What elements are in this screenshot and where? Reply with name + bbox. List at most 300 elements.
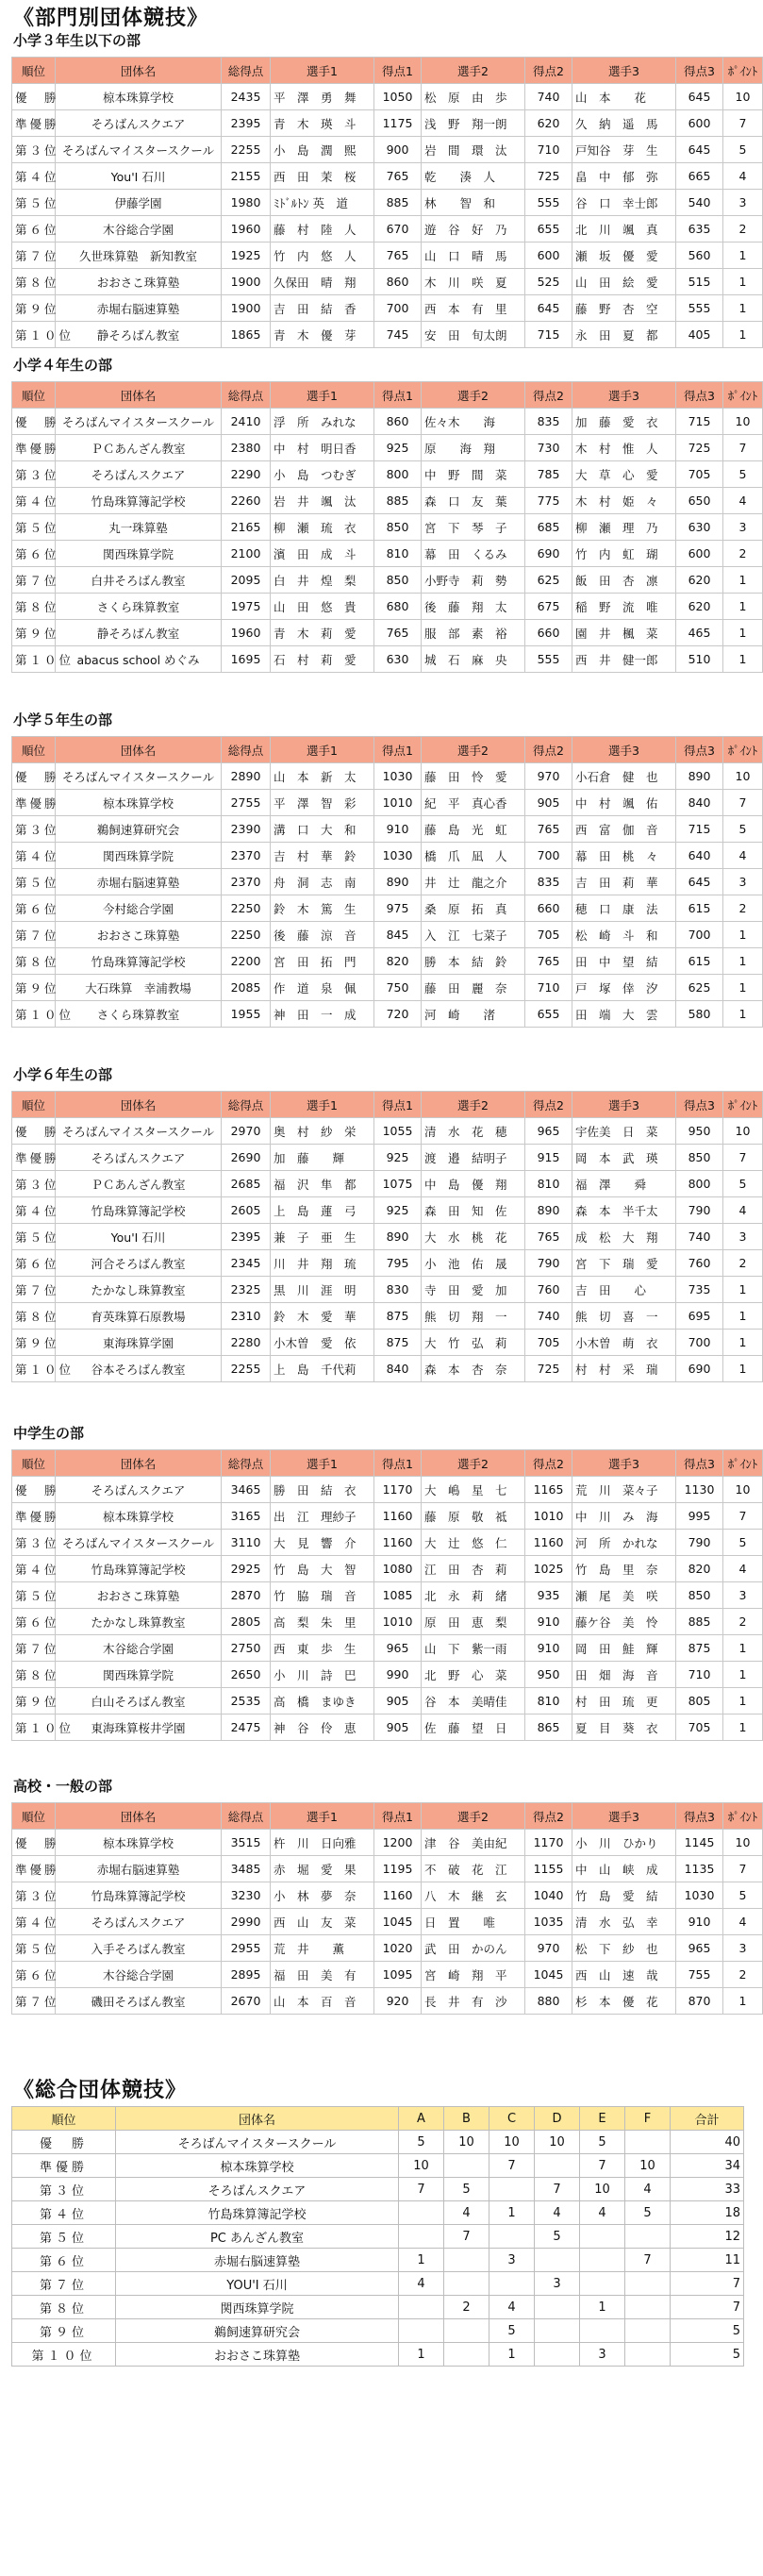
column-header: 選手1 [271,382,374,409]
column-header: 選手3 [572,1092,676,1118]
table-cell: 810 [525,1688,572,1715]
table-cell: 880 [525,1988,572,2015]
total-cell: 1 [580,2296,625,2319]
column-header: 団体名 [56,1450,222,1477]
total-cell: 第６位 [12,2249,116,2272]
table-cell: 岡 田 鮭 輝 [572,1635,676,1662]
table-cell: 710 [676,1662,723,1688]
column-header: 総得点 [222,1450,271,1477]
table-cell: 5 [723,461,763,488]
table-cell: 840 [676,790,723,816]
table-cell: 2095 [222,567,271,594]
column-header: 得点1 [374,1803,422,1830]
table-cell: 690 [525,541,572,567]
table-row [12,1530,763,1556]
table-cell: 760 [525,1277,572,1303]
column-header: 得点1 [374,382,422,409]
table-cell: 穂 口 康 法 [572,895,676,922]
table-cell: 615 [676,948,723,975]
table-cell: 1900 [222,295,271,322]
table-cell: 第１０位 [12,1715,56,1741]
total-column-header: C [489,2107,535,2131]
table-cell: 第７位 [12,1988,56,2015]
table-cell: 第４位 [12,163,56,190]
table-cell: 660 [525,620,572,646]
section-title: 小学３年生以下の部 [13,32,141,49]
table-cell: 竹 脇 瑞 音 [271,1582,374,1609]
total-column-header: 団体名 [116,2107,399,2131]
table-cell: 第９位 [12,295,56,322]
table-row [12,1635,763,1662]
table-cell: 吉 田 心 [572,1277,676,1303]
total-cell [399,2319,444,2343]
table-cell: 755 [676,1962,723,1988]
table-cell: 3485 [222,1856,271,1882]
table-cell: 夏 目 葵 衣 [572,1715,676,1741]
table-cell: 入手そろばん教室 [56,1935,222,1962]
table-cell: 第３位 [12,1171,56,1197]
column-header: 総得点 [222,58,271,84]
column-header: 得点1 [374,737,422,763]
table-row [12,948,763,975]
table-cell: 第５位 [12,1224,56,1250]
table-cell: 3 [723,1582,763,1609]
table-cell: 800 [676,1171,723,1197]
table-cell: 大 嶋 星 七 [422,1477,525,1503]
table-cell: 555 [525,646,572,673]
table-cell: 日 置 唯 [422,1909,525,1935]
table-row [12,1171,763,1197]
total-cell: おおさこ珠算塾 [116,2343,399,2367]
table-cell: 服 部 素 裕 [422,620,525,646]
table-cell: 第３位 [12,816,56,843]
table-cell: 森 本 杏 奈 [422,1356,525,1382]
column-header: 得点2 [525,737,572,763]
total-cell: そろばんスクエア [116,2178,399,2201]
table-cell: 965 [525,1118,572,1145]
table-cell: 戸 塚 倖 汐 [572,975,676,1001]
table-row [12,869,763,895]
table-cell: 第３位 [12,1530,56,1556]
total-cell: 5 [489,2319,535,2343]
table-cell: 7 [723,435,763,461]
section-title: 高校・一般の部 [13,1778,113,1795]
table-cell: 670 [374,216,422,243]
table-cell: 890 [676,763,723,790]
table-row [12,594,763,620]
table-cell: 青 木 優 芽 [271,322,374,348]
table-cell: 中 山 峡 成 [572,1856,676,1882]
table-cell: 神 谷 伶 恵 [271,1715,374,1741]
table-cell: 椋本珠算学校 [56,1503,222,1530]
table-cell: 第８位 [12,1662,56,1688]
total-cell: 7 [625,2249,671,2272]
table-row [12,567,763,594]
table-cell: 1 [723,1001,763,1028]
section-title: 小学５年生の部 [13,711,113,728]
table-cell: 10 [723,1118,763,1145]
column-header: 順位 [12,382,56,409]
table-cell: 大 水 桃 花 [422,1224,525,1250]
table-cell: 790 [676,1197,723,1224]
table-cell: 竹島珠算簿記学校 [56,488,222,514]
table-cell: 木谷総合学園 [56,1962,222,1988]
table-cell: 藤ケ谷 美 怜 [572,1609,676,1635]
table-cell: 杵 川 日向雅 [271,1830,374,1856]
table-cell: 4 [723,843,763,869]
table-cell: 関西珠算学院 [56,1662,222,1688]
table-cell: 1160 [374,1530,422,1556]
table-cell: 740 [525,1303,572,1330]
table-cell: 405 [676,322,723,348]
table-cell: 635 [676,216,723,243]
column-header: 団体名 [56,1803,222,1830]
section-table [11,381,763,673]
table-cell: 準優勝 [12,110,56,137]
table-cell: そろばんマイスタースクール [56,1118,222,1145]
table-cell: 710 [525,137,572,163]
table-cell: 3 [723,1935,763,1962]
table-cell: 田 中 望 結 [572,948,676,975]
table-cell: 810 [525,1171,572,1197]
table-cell: 2085 [222,975,271,1001]
table-cell: 700 [374,295,422,322]
table-cell: 荒 井 薫 [271,1935,374,1962]
table-cell: 木 村 姫 々 [572,488,676,514]
total-cell [489,2178,535,2201]
table-cell: 10 [723,763,763,790]
total-cell: 11 [671,2249,744,2272]
table-cell: 735 [676,1277,723,1303]
table-cell: 杉 本 優 花 [572,1988,676,2015]
table-cell: 第１０位 [12,646,56,673]
table-cell: 1160 [374,1882,422,1909]
table-cell: 清 水 花 穂 [422,1118,525,1145]
table-cell: 725 [525,1356,572,1382]
total-header-row [12,2107,744,2131]
table-cell: 2750 [222,1635,271,1662]
table-cell: 藤 島 光 虹 [422,816,525,843]
table-row [12,1882,763,1909]
total-cell: 4 [535,2201,580,2225]
table-cell: 740 [676,1224,723,1250]
total-cell [399,2296,444,2319]
section-table [11,1449,763,1741]
column-header: 選手1 [271,737,374,763]
table-cell: 浅 野 翔一朗 [422,110,525,137]
table-cell: 2370 [222,843,271,869]
table-cell: 田 端 大 雲 [572,1001,676,1028]
table-cell: 優 勝 [12,409,56,435]
table-cell: 第６位 [12,541,56,567]
total-cell [444,2343,489,2367]
table-cell: そろばんスクエア [56,461,222,488]
table-cell: 第１０位 [12,322,56,348]
table-cell: 850 [374,567,422,594]
table-cell: 580 [676,1001,723,1028]
table-cell: 3 [723,869,763,895]
header-row [12,382,763,409]
table-cell: 715 [676,816,723,843]
table-cell: 白 井 煌 梨 [271,567,374,594]
table-cell: 城 石 麻 央 [422,646,525,673]
table-cell: 西 山 友 菜 [271,1909,374,1935]
table-cell: 5 [723,137,763,163]
table-cell: 1135 [676,1856,723,1882]
table-cell: 第３位 [12,1882,56,1909]
table-cell: 7 [723,1503,763,1530]
table-row [12,1935,763,1962]
table-cell: 540 [676,190,723,216]
table-cell: 975 [374,895,422,922]
table-row [12,1503,763,1530]
table-cell: 705 [676,1715,723,1741]
table-cell: 510 [676,646,723,673]
table-cell: 兼 子 亜 生 [271,1224,374,1250]
table-cell: 赤堀右脳速算塾 [56,295,222,322]
table-cell: 830 [374,1277,422,1303]
table-cell: 700 [676,1330,723,1356]
table-row [12,243,763,269]
table-cell: 西 井 健一郎 [572,646,676,673]
table-cell: 第８位 [12,1303,56,1330]
table-cell: 中 島 優 翔 [422,1171,525,1197]
table-cell: 1 [723,922,763,948]
column-header: 選手3 [572,382,676,409]
table-cell: 第７位 [12,567,56,594]
total-cell: 5 [580,2131,625,2154]
table-cell: 2 [723,1609,763,1635]
table-cell: 第３位 [12,461,56,488]
table-cell: 700 [676,922,723,948]
table-cell: 7 [723,1145,763,1171]
table-cell: 乾 湊 人 [422,163,525,190]
table-cell: 1 [723,975,763,1001]
table-cell: 645 [676,84,723,110]
table-cell: 東海珠算学園 [56,1330,222,1356]
table-cell: 原 田 恵 梨 [422,1609,525,1635]
table-cell: 555 [676,295,723,322]
table-cell: 福 沢 隼 都 [271,1171,374,1197]
table-cell: さくら珠算教室 [56,594,222,620]
table-cell: 小 島 つむぎ [271,461,374,488]
table-cell: 第７位 [12,243,56,269]
table-cell: 600 [525,243,572,269]
table-row [12,84,763,110]
total-column-header: B [444,2107,489,2131]
table-cell: 1925 [222,243,271,269]
table-row [12,763,763,790]
table-cell: 久保田 晴 翔 [271,269,374,295]
table-cell: 神 田 一 成 [271,1001,374,1028]
table-cell: 910 [525,1609,572,1635]
table-cell: 900 [374,137,422,163]
table-cell: 1 [723,1688,763,1715]
table-cell: 715 [676,409,723,435]
column-header: 団体名 [56,382,222,409]
table-cell: 925 [374,1145,422,1171]
table-cell: 宮 田 拓 門 [271,948,374,975]
table-cell: 710 [525,975,572,1001]
table-cell: 525 [525,269,572,295]
table-cell: 2290 [222,461,271,488]
table-cell: 835 [525,869,572,895]
table-cell: 優 勝 [12,84,56,110]
table-cell: 第５位 [12,1935,56,1962]
section-table [11,1091,763,1382]
total-cell: 10 [489,2131,535,2154]
table-cell: 第５位 [12,1582,56,1609]
table-cell: 中 野 間 菜 [422,461,525,488]
table-cell: 河合そろばん教室 [56,1250,222,1277]
table-cell: そろばんスクエア [56,1477,222,1503]
table-cell: 765 [374,163,422,190]
table-cell: 715 [525,322,572,348]
table-cell: 遊 谷 好 乃 [422,216,525,243]
table-cell: 720 [374,1001,422,1028]
table-cell: 650 [676,488,723,514]
total-cell: 第５位 [12,2225,116,2249]
table-cell: 905 [374,1688,422,1715]
table-row [12,646,763,673]
total-cell: 竹島珠算簿記学校 [116,2201,399,2225]
table-cell: 2535 [222,1688,271,1715]
table-cell: 1010 [374,1609,422,1635]
table-cell: 1145 [676,1830,723,1856]
table-cell: 4 [723,1197,763,1224]
table-row [12,895,763,922]
table-row [12,1662,763,1688]
table-cell: 5 [723,816,763,843]
table-cell: 吉 田 莉 華 [572,869,676,895]
table-cell: 950 [525,1662,572,1688]
table-cell: 1175 [374,110,422,137]
table-cell: 10 [723,84,763,110]
table-row [12,1250,763,1277]
table-cell: 600 [676,110,723,137]
table-cell: 885 [676,1609,723,1635]
table-cell: 2690 [222,1145,271,1171]
table-cell: ＰＣあんざん教室 [56,1171,222,1197]
table-cell: ＰＣあんざん教室 [56,435,222,461]
header-row [12,58,763,84]
table-cell: 桑 原 拓 真 [422,895,525,922]
section-table [11,57,763,348]
table-cell: 藤 原 敬 祗 [422,1503,525,1530]
total-cell: YOU'I 石川 [116,2272,399,2296]
table-cell: 2395 [222,110,271,137]
table-cell: 1 [723,1277,763,1303]
total-row [12,2131,744,2154]
total-cell: 5 [444,2178,489,2201]
table-cell: 625 [676,975,723,1001]
total-row [12,2296,744,2319]
table-cell: 森 口 友 葉 [422,488,525,514]
table-cell: 幕 田 くるみ [422,541,525,567]
table-cell: 第７位 [12,922,56,948]
total-cell [625,2319,671,2343]
table-cell: 村 田 琉 更 [572,1688,676,1715]
section-title: 小学４年生の部 [13,357,113,374]
table-cell: abacus school めぐみ [56,646,222,673]
table-cell: 1020 [374,1935,422,1962]
table-cell: さくら珠算教室 [56,1001,222,1028]
table-cell: 長 井 有 沙 [422,1988,525,2015]
table-cell: 965 [374,1635,422,1662]
total-cell: 34 [671,2154,744,2178]
table-cell: 第４位 [12,1556,56,1582]
table-cell: 905 [374,1715,422,1741]
table-cell: 武 田 かのん [422,1935,525,1962]
table-cell: 740 [525,84,572,110]
table-cell: 1200 [374,1830,422,1856]
table-cell: 西 富 伽 音 [572,816,676,843]
table-cell: 2890 [222,763,271,790]
table-row [12,461,763,488]
table-cell: 840 [374,1356,422,1382]
table-cell: 椋本珠算学校 [56,84,222,110]
total-cell: 7 [444,2225,489,2249]
table-cell: 850 [374,514,422,541]
table-cell: 1030 [676,1882,723,1909]
table-cell: 2755 [222,790,271,816]
table-cell: 荒 川 菜々子 [572,1477,676,1503]
table-cell: 1 [723,1330,763,1356]
total-cell: 5 [625,2201,671,2225]
table-cell: 1160 [525,1530,572,1556]
table-cell: 第９位 [12,1688,56,1715]
table-cell: 890 [374,869,422,895]
table-cell: 白山そろばん教室 [56,1688,222,1715]
table-cell: 2325 [222,1277,271,1303]
table-cell: 665 [676,163,723,190]
table-cell: 690 [676,1356,723,1382]
table-cell: 中 川 み 海 [572,1503,676,1530]
total-cell [399,2225,444,2249]
table-cell: 大 草 心 愛 [572,461,676,488]
table-cell: 第４位 [12,843,56,869]
column-header: 得点1 [374,58,422,84]
table-cell: 5 [723,1171,763,1197]
total-cell: 4 [444,2201,489,2225]
total-cell [580,2249,625,2272]
total-cell: 5 [399,2131,444,2154]
table-cell: 第４位 [12,1909,56,1935]
table-cell: 7 [723,110,763,137]
column-header: ﾎﾟｲﾝﾄ [723,1450,763,1477]
table-cell: 久 納 遥 馬 [572,110,676,137]
table-row [12,110,763,137]
section-table [11,736,763,1028]
table-cell: 4 [723,488,763,514]
table-cell: 925 [374,435,422,461]
table-row [12,1830,763,1856]
table-cell: 安 田 旬太朗 [422,322,525,348]
table-cell: 後 藤 涼 音 [271,922,374,948]
table-cell: 伊藤学園 [56,190,222,216]
table-row [12,322,763,348]
table-cell: 2165 [222,514,271,541]
table-cell: 八 木 継 玄 [422,1882,525,1909]
column-header: 順位 [12,58,56,84]
table-cell: 1 [723,1988,763,2015]
table-cell: 第５位 [12,869,56,895]
table-cell: 紀 平 真心香 [422,790,525,816]
table-cell: 680 [374,594,422,620]
table-cell: 吉 村 華 鈴 [271,843,374,869]
table-cell: おおさこ珠算塾 [56,1582,222,1609]
table-cell: 2895 [222,1962,271,1988]
